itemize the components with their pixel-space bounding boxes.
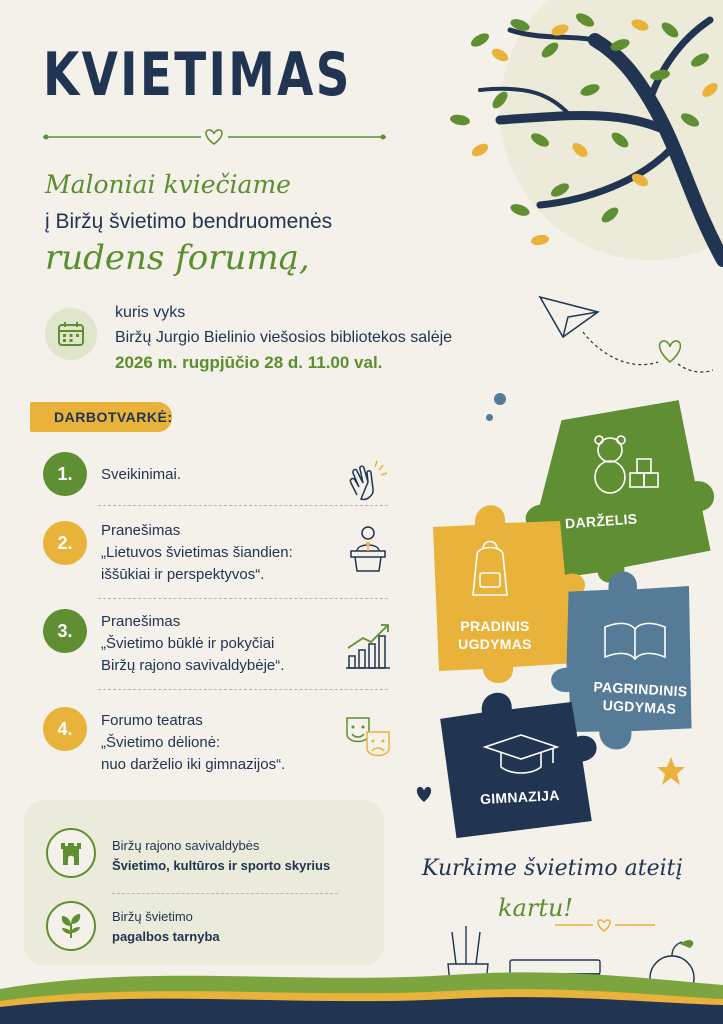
agenda-number-4: 4. <box>43 707 87 751</box>
puzzle-label-gimnazija: GIMNAZIJA <box>479 786 561 808</box>
organizer-1-line2: Švietimo, kultūros ir sporto skyrius <box>112 858 331 873</box>
agenda-item-2-line1: Pranešimas <box>101 522 181 539</box>
agenda-divider <box>98 598 388 599</box>
agenda-item-4-line3: nuo darželio iki gimnazijos“. <box>101 756 286 773</box>
calendar-icon <box>45 308 97 360</box>
puzzle-label-pagrindinis-1: PAGRINDINIS <box>593 678 688 700</box>
agenda-divider <box>98 689 388 690</box>
growth-chart-icon <box>343 620 393 670</box>
slogan-line-1: Kurkime švietimo ateitį <box>422 856 683 881</box>
agenda-item-2-line2: „Lietuvos švietimas šiandien: <box>101 544 293 561</box>
organizer-1 <box>112 836 330 876</box>
organizer-2-line1: Biržų švietimo <box>112 909 193 924</box>
heart-divider <box>43 127 386 147</box>
clapping-hands-icon <box>343 455 393 505</box>
page-title: KVIETIMAS <box>43 40 352 110</box>
greeting-line-1: Maloniai kviečiame <box>45 170 291 199</box>
castle-tower-icon <box>46 828 96 878</box>
agenda-item-2-line3: iššūkiai ir perspektyvos“. <box>101 566 265 583</box>
slogan-line-2: kartu! <box>498 894 574 922</box>
organizer-divider <box>112 893 338 894</box>
organizer-1-line1: Biržų rajono savivaldybės <box>112 838 260 853</box>
greeting-line-2: į Biržų švietimo bendruomenės <box>45 210 333 233</box>
greeting-line-3: rudens forumą, <box>45 238 310 278</box>
agenda-number-2: 2. <box>43 521 87 565</box>
agenda-item-2-text <box>101 520 293 586</box>
agenda-item-4-text <box>101 710 285 776</box>
puzzle-label-darzelis: DARŽELIS <box>564 510 638 532</box>
agenda-item-3-line1: Pranešimas <box>101 613 181 630</box>
agenda-item-1-line1: Sveikinimai. <box>101 466 182 483</box>
puzzle-label-pradinis <box>450 617 540 653</box>
puzzle-label-pagrindinis-2: UGDYMAS <box>602 697 677 717</box>
puzzle-label-pagrindinis <box>579 677 701 719</box>
speaker-podium-icon <box>343 523 393 573</box>
puzzle-label-pradinis-1: PRADINIS <box>460 618 530 634</box>
agenda-item-3-line2: „Švietimo būklė ir pokyčiai <box>101 635 275 652</box>
venue-datetime: 2026 m. rugpjūčio 28 d. 11.00 val. <box>115 353 383 372</box>
theatre-masks-icon <box>343 714 393 764</box>
organizer-2-line2: pagalbos tarnyba <box>112 929 220 944</box>
puzzle-label-pradinis-2: UGDYMAS <box>458 636 532 652</box>
agenda-item-4-line2: „Švietimo dėlionė: <box>101 734 221 751</box>
agenda-item-4-line1: Forumo teatras <box>101 712 203 729</box>
agenda-item-3-text <box>101 611 284 677</box>
paper-plane-icon <box>538 292 713 387</box>
agenda-item-1-text <box>101 464 181 486</box>
agenda-item-3-line3: Biržų rajono savivaldybėje“. <box>101 657 285 674</box>
venue-intro: kuris vyks <box>115 304 186 321</box>
venue-place: Biržų Jurgio Bielinio viešosios bibliotekos salėje <box>115 329 453 346</box>
agenda-number-1: 1. <box>43 452 87 496</box>
heart-icon <box>414 784 434 804</box>
sprout-icon <box>46 901 96 951</box>
agenda-divider <box>98 505 388 506</box>
venue-block <box>115 300 452 375</box>
agenda-number-3: 3. <box>43 609 87 653</box>
tree-illustration <box>420 0 723 290</box>
star-icon <box>655 755 687 787</box>
organizer-2 <box>112 907 220 947</box>
agenda-label: DARBOTVARKĖ: <box>30 402 172 432</box>
bottom-waves <box>0 955 723 1024</box>
